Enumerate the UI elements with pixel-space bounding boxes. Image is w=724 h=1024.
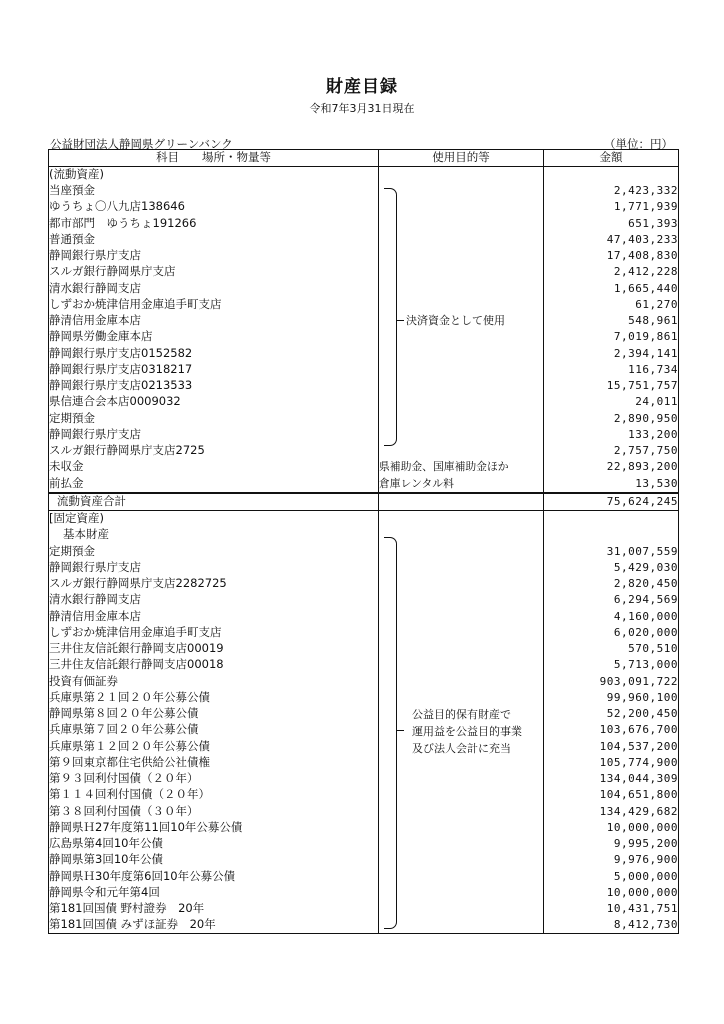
asset-amount: 10,431,751 xyxy=(544,901,679,917)
fixed-purpose-line-3: 及び法人会計に充当 xyxy=(412,742,511,755)
table-row xyxy=(49,345,679,361)
asset-amount: 52,200,450 xyxy=(544,706,679,722)
asset-item-name: 県信連合会本店0009032 xyxy=(49,394,379,410)
asset-amount: 104,537,200 xyxy=(544,738,679,754)
organization-name: 公益財団法人静岡県グリーンバンク xyxy=(50,137,233,151)
asset-amount: 9,995,200 xyxy=(544,836,679,852)
asset-item-name: 投資有価証券 xyxy=(49,673,379,689)
basic-property-heading: 基本財産 xyxy=(49,527,379,543)
asset-item-name: 静岡銀行県庁支店0318217 xyxy=(49,362,379,378)
current-assets-total-row xyxy=(49,493,679,511)
table-row xyxy=(49,868,679,884)
asset-item-name: 第１１４回利付国債（２０年） xyxy=(49,787,379,803)
table-row xyxy=(49,755,679,771)
table-row xyxy=(49,592,679,608)
asset-item-name: 第９３回利付国債（２０年） xyxy=(49,771,379,787)
asset-purpose xyxy=(379,362,544,378)
table-row xyxy=(49,771,679,787)
table-row xyxy=(49,362,679,378)
asset-amount: 5,429,030 xyxy=(544,560,679,576)
table-row xyxy=(49,475,679,492)
asset-item-name: ゆうちょ〇八九店138646 xyxy=(49,199,379,215)
table-row xyxy=(49,852,679,868)
asset-purpose xyxy=(379,297,544,313)
table-row xyxy=(49,690,679,706)
asset-amount: 116,734 xyxy=(544,362,679,378)
asset-item-name: 静岡県令和元年第4回 xyxy=(49,885,379,901)
asset-amount: 4,160,000 xyxy=(544,608,679,624)
asset-item-name: 清水銀行静岡支店 xyxy=(49,592,379,608)
asset-amount: 2,757,750 xyxy=(544,443,679,459)
current-assets-heading: (流動資産) xyxy=(49,166,379,183)
asset-purpose xyxy=(379,378,544,394)
asset-purpose xyxy=(379,329,544,345)
asset-item-name: スルガ銀行静岡県庁支店 xyxy=(49,264,379,280)
fixed-purpose-line-2: 運用益を公益目的事業 xyxy=(412,725,522,738)
asset-item-name: 静清信用金庫本店 xyxy=(49,608,379,624)
table-row xyxy=(49,917,679,934)
current-assets-rows xyxy=(49,183,679,493)
table-row xyxy=(49,394,679,410)
asset-amount: 133,200 xyxy=(544,427,679,443)
table-row xyxy=(49,248,679,264)
asset-purpose xyxy=(379,410,544,426)
asset-purpose xyxy=(379,345,544,361)
asset-item-name: 定期預金 xyxy=(49,410,379,426)
table-row xyxy=(49,836,679,852)
column-header-item: 科目 場所・物量等 xyxy=(49,150,379,167)
asset-item-name: 静岡県Ｈ27年度第11回10年公募公債 xyxy=(49,820,379,836)
fixed-group-bracket-point xyxy=(396,730,404,731)
table-row xyxy=(49,232,679,248)
fixed-assets-rows xyxy=(49,543,679,934)
subsection-heading-row xyxy=(49,527,679,543)
asset-purpose xyxy=(379,443,544,459)
asset-amount: 2,423,332 xyxy=(544,183,679,199)
table-row xyxy=(49,722,679,738)
fixed-group-purpose xyxy=(412,706,522,757)
asset-item-name: 第３８回利付国債（３０年） xyxy=(49,803,379,819)
asset-item-name: 静岡県労働金庫本店 xyxy=(49,329,379,345)
table-row xyxy=(49,427,679,443)
asset-amount: 105,774,900 xyxy=(544,755,679,771)
table-row xyxy=(49,543,679,559)
asset-item-name: 定期預金 xyxy=(49,543,379,559)
asset-purpose xyxy=(379,394,544,410)
current-group-purpose: 決済資金として使用 xyxy=(406,314,505,327)
asset-amount: 10,000,000 xyxy=(544,885,679,901)
table-row xyxy=(49,215,679,231)
asset-item-name: 静岡銀行県庁支店0213533 xyxy=(49,378,379,394)
asset-amount: 9,976,900 xyxy=(544,852,679,868)
asset-amount: 2,820,450 xyxy=(544,576,679,592)
asset-amount: 24,011 xyxy=(544,394,679,410)
section-heading-row xyxy=(49,510,679,527)
asset-item-name: 広島県第4回10年公債 xyxy=(49,836,379,852)
asset-item-name: 静岡銀行県庁支店 xyxy=(49,248,379,264)
asset-amount: 2,412,228 xyxy=(544,264,679,280)
asset-amount: 5,713,000 xyxy=(544,657,679,673)
asset-item-name: 三井住友信託銀行静岡支店00019 xyxy=(49,641,379,657)
table-row xyxy=(49,820,679,836)
table-row xyxy=(49,608,679,624)
table-row xyxy=(49,410,679,426)
fixed-purpose-line-1: 公益目的保有財産で xyxy=(412,708,511,721)
table-row xyxy=(49,657,679,673)
asset-ledger-table xyxy=(48,149,679,934)
table-header-row xyxy=(49,150,679,167)
asset-item-name: スルガ銀行静岡県庁支店2282725 xyxy=(49,576,379,592)
asset-amount: 6,294,569 xyxy=(544,592,679,608)
asset-item-name: 当座預金 xyxy=(49,183,379,199)
document-title: 財産目録 xyxy=(326,77,398,97)
table-row xyxy=(49,329,679,345)
asset-purpose xyxy=(379,199,544,215)
asset-amount: 99,960,100 xyxy=(544,690,679,706)
asset-amount: 61,270 xyxy=(544,297,679,313)
total-amount: 75,624,245 xyxy=(544,493,679,511)
asset-amount: 13,530 xyxy=(544,475,679,492)
asset-amount: 10,000,000 xyxy=(544,820,679,836)
table-row xyxy=(49,885,679,901)
asset-purpose: 倉庫レンタル料 xyxy=(379,475,544,492)
unit-label: （単位：円） xyxy=(604,137,673,151)
asset-item-name: 静岡銀行県庁支店 xyxy=(49,427,379,443)
asset-amount: 15,751,757 xyxy=(544,378,679,394)
asset-item-name: 静岡銀行県庁支店0152582 xyxy=(49,345,379,361)
table-row xyxy=(49,738,679,754)
table-row xyxy=(49,803,679,819)
asset-amount: 8,412,730 xyxy=(544,917,679,934)
asset-purpose xyxy=(379,264,544,280)
asset-amount: 2,890,950 xyxy=(544,410,679,426)
asset-item-name: 静岡県Ｈ30年度第6回10年公募公債 xyxy=(49,868,379,884)
table-row xyxy=(49,443,679,459)
asset-item-name: 第181回国債 野村證券 20年 xyxy=(49,901,379,917)
asset-amount: 1,771,939 xyxy=(544,199,679,215)
asset-item-name: 兵庫県第１２回２０年公募公債 xyxy=(49,738,379,754)
asset-amount: 104,651,800 xyxy=(544,787,679,803)
table-row xyxy=(49,313,679,329)
current-group-bracket xyxy=(384,188,397,446)
table-row xyxy=(49,378,679,394)
asset-purpose: 県補助金、国庫補助金ほか xyxy=(379,459,544,475)
asset-amount: 7,019,861 xyxy=(544,329,679,345)
asset-item-name: 第９回東京都住宅供給公社債権 xyxy=(49,755,379,771)
asset-amount: 17,408,830 xyxy=(544,248,679,264)
table-row xyxy=(49,901,679,917)
table-row xyxy=(49,264,679,280)
table-row xyxy=(49,199,679,215)
asset-amount: 5,000,000 xyxy=(544,868,679,884)
table-row xyxy=(49,787,679,803)
asset-amount: 903,091,722 xyxy=(544,673,679,689)
asset-amount: 6,020,000 xyxy=(544,625,679,641)
total-label: 流動資産合計 xyxy=(49,493,379,511)
column-header-amount: 金額 xyxy=(544,150,679,167)
table-row xyxy=(49,459,679,475)
asset-item-name: 静岡銀行県庁支店 xyxy=(49,560,379,576)
asset-purpose xyxy=(379,248,544,264)
asset-purpose xyxy=(379,427,544,443)
asset-amount: 31,007,559 xyxy=(544,543,679,559)
asset-amount: 1,665,440 xyxy=(544,280,679,296)
asset-purpose xyxy=(379,215,544,231)
asset-purpose xyxy=(379,280,544,296)
table-row xyxy=(49,280,679,296)
asset-item-name: 未収金 xyxy=(49,459,379,475)
table-row xyxy=(49,560,679,576)
section-heading-row xyxy=(49,166,679,183)
asset-amount: 134,429,682 xyxy=(544,803,679,819)
table-row xyxy=(49,641,679,657)
asset-item-name: 三井住友信託銀行静岡支店00018 xyxy=(49,657,379,673)
asset-item-name: 静岡県第８回２０年公募公債 xyxy=(49,706,379,722)
asset-item-name: 都市部門 ゆうちょ191266 xyxy=(49,215,379,231)
fixed-group-bracket xyxy=(384,537,397,929)
asset-amount: 570,510 xyxy=(544,641,679,657)
column-header-purpose: 使用目的等 xyxy=(379,150,544,167)
table-row xyxy=(49,576,679,592)
table-row xyxy=(49,673,679,689)
asset-amount: 103,676,700 xyxy=(544,722,679,738)
asset-amount: 2,394,141 xyxy=(544,345,679,361)
asset-item-name: 第181回国債 みずほ証券 20年 xyxy=(49,917,379,934)
asset-purpose xyxy=(379,232,544,248)
asset-item-name: 兵庫県第２１回２０年公募公債 xyxy=(49,690,379,706)
asset-item-name: 前払金 xyxy=(49,475,379,492)
table-row xyxy=(49,706,679,722)
asset-amount: 651,393 xyxy=(544,215,679,231)
asset-item-name: 清水銀行静岡支店 xyxy=(49,280,379,296)
asset-item-name: 兵庫県第７回２０年公募公債 xyxy=(49,722,379,738)
asset-amount: 22,893,200 xyxy=(544,459,679,475)
table-row xyxy=(49,183,679,199)
asset-item-name: しずおか焼津信用金庫追手町支店 xyxy=(49,297,379,313)
asset-purpose xyxy=(379,183,544,199)
table-row xyxy=(49,297,679,313)
asset-item-name: 普通預金 xyxy=(49,232,379,248)
asset-item-name: 静岡県第3回10年公債 xyxy=(49,852,379,868)
current-group-bracket-point xyxy=(396,320,404,321)
as-of-date: 令和7年3月31日現在 xyxy=(309,102,415,115)
fixed-assets-heading: [固定資産) xyxy=(49,510,379,527)
asset-item-name: しずおか焼津信用金庫追手町支店 xyxy=(49,625,379,641)
asset-item-name: 静清信用金庫本店 xyxy=(49,313,379,329)
asset-amount: 47,403,233 xyxy=(544,232,679,248)
asset-item-name: スルガ銀行静岡県庁支店2725 xyxy=(49,443,379,459)
table-row xyxy=(49,625,679,641)
asset-amount: 134,044,309 xyxy=(544,771,679,787)
asset-amount: 548,961 xyxy=(544,313,679,329)
